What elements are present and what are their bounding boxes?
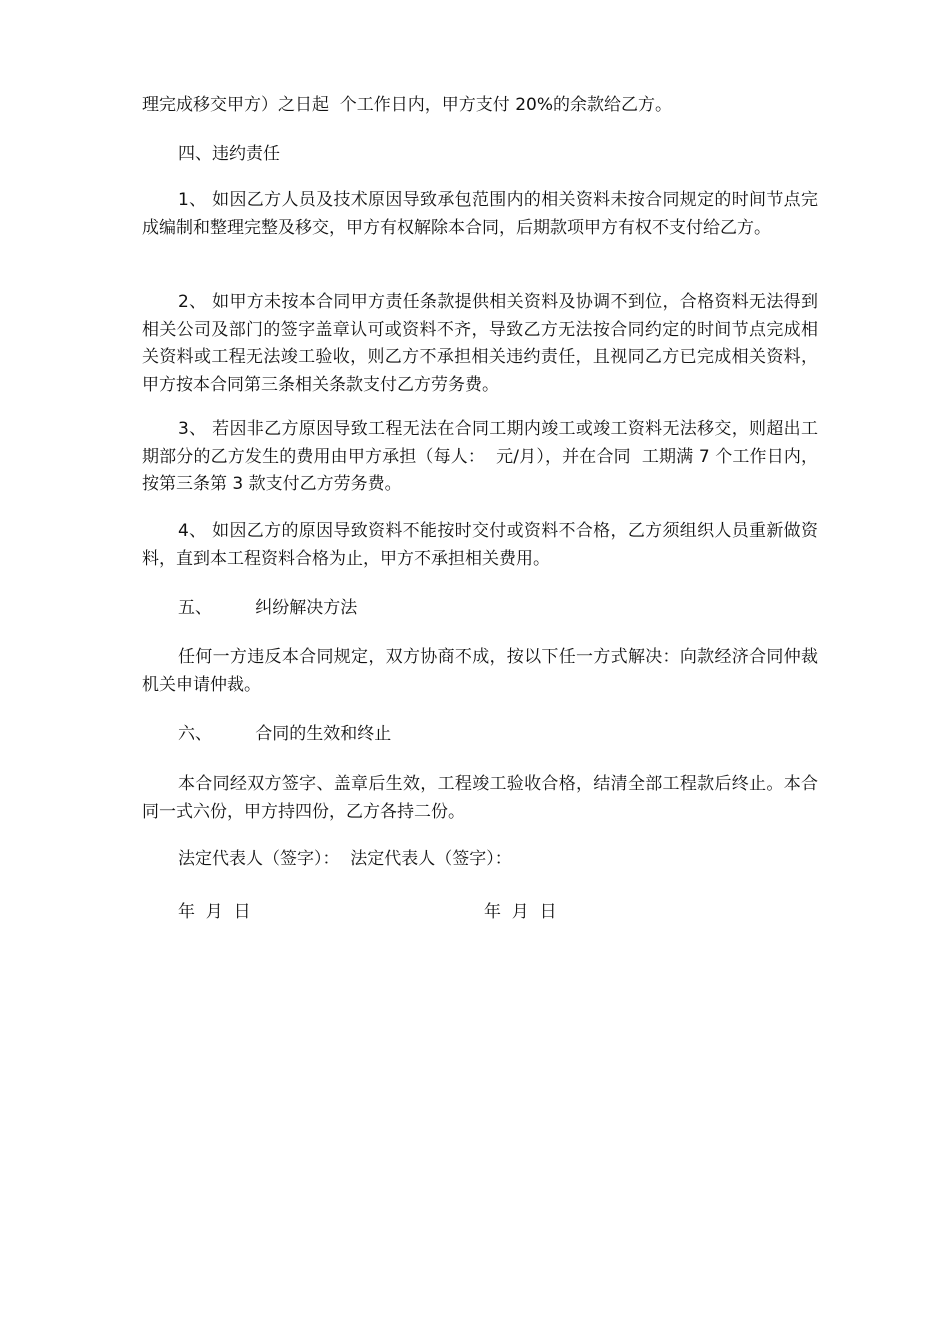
section-6-title: 六、 合同的生效和终止: [178, 724, 392, 744]
date-left: 年 月 日: [178, 902, 251, 922]
signature-line: 法定代表人（签字）： 法定代表人（签字）：: [178, 849, 512, 869]
section-4-item-4: 4、 如因乙方的原因导致资料不能按时交付或资料不合格，乙方须组织人员重新做资料，直到本工程资料合格为止，甲方不承担相关费用。: [142, 521, 818, 569]
section-4-item-3: 3、 若因非乙方原因导致工程无法在合同工期内竣工或竣工资料无法移交，则超出工期部分的乙方发生的费用由甲方承担（每人： 元/月），并在合同 工期满 7 个工作日内，按第三条第 3 款支付乙方劳务费。: [142, 419, 818, 494]
date-right: 年 月 日: [484, 902, 557, 922]
section-5-title: 五、 纠纷解决方法: [178, 598, 358, 618]
section-5-body: 任何一方违反本合同规定，双方协商不成，按以下任一方式解决：向款经济合同仲裁机关申请仲裁。: [142, 647, 818, 695]
section-4-title: 四、违约责任: [178, 144, 280, 164]
payment-continuation-paragraph: 理完成移交甲方）之日起 个工作日内，甲方支付 20%的余款给乙方。: [142, 95, 672, 115]
section-6-body: 本合同经双方签字、盖章后生效，工程竣工验收合格，结清全部工程款后终止。本合同一式六份，甲方持四份，乙方各持二份。: [142, 774, 818, 822]
section-4-item-2: 2、 如甲方未按本合同甲方责任条款提供相关资料及协调不到位，合格资料无法得到相关公司及部门的签字盖章认可或资料不齐，导致乙方无法按合同约定的时间节点完成相关资料或工程无法竣工验收，则乙方不承担相关违约责任，且视同乙方已完成相关资料，甲方按本合同第三条相关条款支付乙方劳务费。: [142, 292, 818, 395]
section-4-item-1: 1、 如因乙方人员及技术原因导致承包范围内的相关资料未按合同规定的时间节点完成编制和整理完整及移交，甲方有权解除本合同，后期款项甲方有权不支付给乙方。: [142, 190, 818, 238]
